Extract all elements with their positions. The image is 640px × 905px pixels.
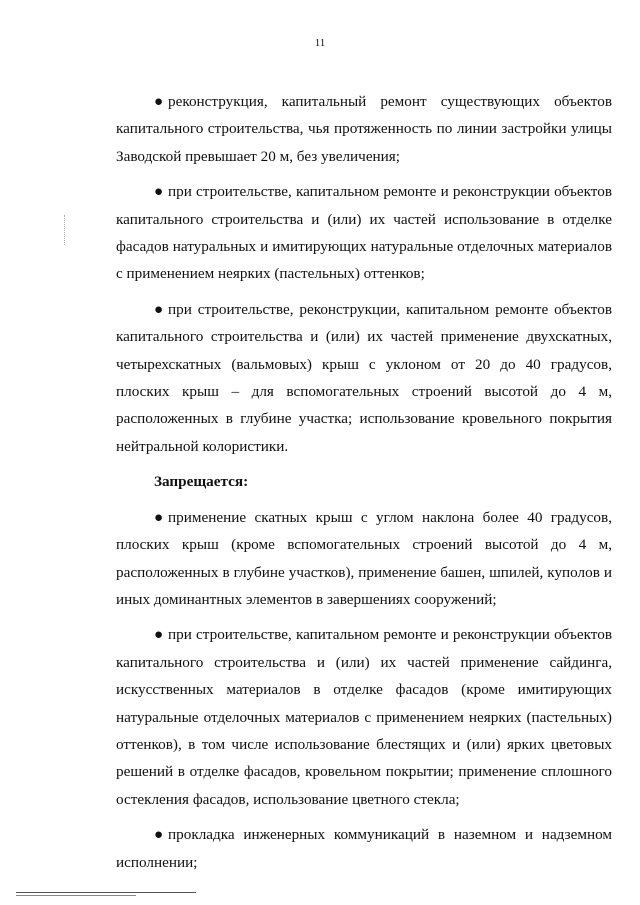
paragraph-text: при строительстве, реконструкции, капитальном ремонте объектов капитального строительства и (или) их частей применение двухскатных, четырехскатных (вальмовых) крыш с уклоном от 20 до 40 градусов, плоских крыш – для вспомогательных строений высотой до 4 м, расположенных в глубине участка; использование кровельного покрытия нейтральной колористики. <box>116 300 612 455</box>
paragraph <box>116 88 612 170</box>
paragraph-text: при строительстве, капитальном ремонте и реконструкции объектов капитального строительства и (или) их частей применение сайдинга, искусственных материалов в отделке фасадов (кроме имитирующих натуральные отделочных материалов с применением неярких (пастельных) оттенков), в том числе использование блестящих и (или) ярких цветовых решений в отделке фасадов, кровельном покрытии; применение сплошного остекления фасадов, использование цветного стекла; <box>116 626 612 808</box>
paragraph <box>116 178 612 288</box>
document-body <box>116 88 612 884</box>
page-number: 11 <box>314 37 326 49</box>
footer-rule <box>16 895 136 896</box>
paragraph <box>116 621 612 813</box>
margin-mark <box>64 215 66 245</box>
paragraph <box>116 296 612 460</box>
footer-rule <box>16 892 196 893</box>
bullet-icon: ● <box>154 626 164 644</box>
bullet-icon: ● <box>154 93 164 110</box>
section-heading: Запрещается: <box>154 473 249 491</box>
bullet-icon: ● <box>154 300 164 318</box>
paragraph-text: прокладка инженерных коммуникаций в наземном и надземном исполнении; <box>116 826 612 871</box>
paragraph-text: при строительстве, капитальном ремонте и реконструкции объектов капитального строительства и (или) их частей использование в отделке фасадов натуральных и имитирующих натуральные отделочных материалов с применением неярких (пастельных) оттенков; <box>116 183 612 283</box>
bullet-icon: ● <box>154 826 164 844</box>
bullet-icon: ● <box>154 508 164 526</box>
paragraph-text: применение скатных крыш с углом наклона более 40 градусов, плоских крыш (кроме вспомогательных строений высотой до 4 м, расположенных в глубине участков), применение башен, шпилей, куполов и иных доминантных элементов в завершениях сооружений; <box>116 508 612 608</box>
bullet-icon: ● <box>154 183 164 201</box>
paragraph-text: реконструкция, капитальный ремонт существующих объектов капитального строительства, чья протяженность по линии застройки улицы Заводской превышает 20 м, без увеличения; <box>116 93 612 165</box>
paragraph <box>116 504 612 614</box>
paragraph <box>116 821 612 876</box>
